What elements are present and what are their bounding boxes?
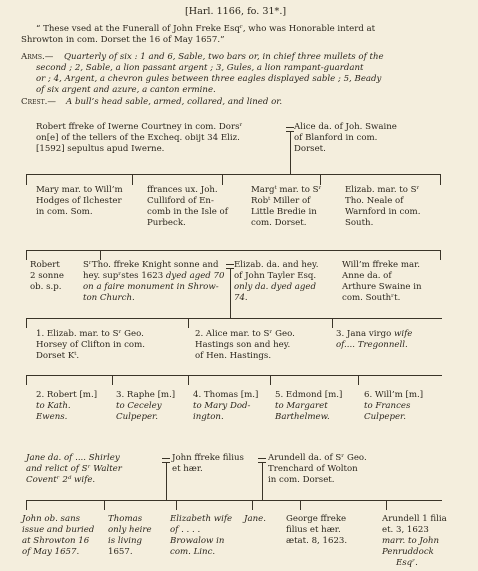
drop-line xyxy=(26,318,27,328)
gen5-robert: to Kath. xyxy=(36,401,71,411)
gen5-thomas: ington. xyxy=(193,412,224,422)
gen6-jane-shirley: Coventʳ 2ᵈ wife. xyxy=(26,475,96,485)
gen2-elizabeth: Tho. Neale of xyxy=(345,196,404,206)
gen2-mary: Hodges of Ilchester xyxy=(36,196,122,206)
drop-line xyxy=(104,500,105,510)
gen3-elizabeth-tayler: only da. dyed aged xyxy=(234,282,317,292)
gen2-mary: Mary mar. to Will’m xyxy=(36,185,123,195)
gen6-john-ffreke: John ffreke filius xyxy=(172,453,244,463)
drop-line xyxy=(440,174,441,185)
gen1-alice-line: Dorset. xyxy=(294,144,326,154)
gen2-elizabeth: Elizab. mar. to Sʳ xyxy=(345,185,420,195)
gen2-elizabeth: South. xyxy=(345,218,374,228)
descent-line xyxy=(290,132,291,174)
gen7-arundell: et. 3, 1623 xyxy=(382,525,429,535)
gen4-jana-italic: wife xyxy=(394,329,413,339)
sibling-line xyxy=(26,375,442,376)
gen7-george: ætat. 8, 1623. xyxy=(286,536,348,546)
drop-line xyxy=(252,500,253,510)
gen2-margaret: Margᵗ mar. to Sʳ xyxy=(251,185,322,195)
gen3-robert: Robert xyxy=(30,260,60,270)
gen4-jana-text: 3. Jana virgo xyxy=(336,329,395,339)
crest-label: Crest.— xyxy=(21,97,56,107)
gen4-alice: of Hen. Hastings. xyxy=(195,351,272,361)
gen3-william: Anne da. of xyxy=(342,271,392,281)
gen4-jana xyxy=(336,329,412,340)
drop-line xyxy=(300,500,301,510)
gen2-elizabeth: Warnford in com. xyxy=(345,207,421,217)
gen3-robert: ob. s.p. xyxy=(30,282,62,292)
gen6-arundell-trenchard: in com. Dorset. xyxy=(268,475,335,485)
drop-line xyxy=(222,174,223,185)
gen5-raphe: to Ceceley xyxy=(116,401,162,411)
gen4-alice: 2. Alice mar. to Sʳ Geo. xyxy=(195,329,295,339)
gen6-arundell-trenchard: Trenchard of Wolton xyxy=(268,464,358,474)
drop-line xyxy=(332,318,333,328)
drop-line xyxy=(320,174,321,185)
gen2-margaret: Robᵗ Miller of xyxy=(251,196,311,206)
gen3-thomas: on a faire monument in Shrow- xyxy=(83,282,219,292)
gen7-arundell: Esqʳ. xyxy=(396,558,418,568)
gen3-william: Will’m ffreke mar. xyxy=(342,260,421,270)
gen7-elizabeth: of . . . . xyxy=(170,525,201,535)
gen5-thomas: 4. Thomas [m.] xyxy=(193,390,259,400)
gen5-thomas: to Mary Dod- xyxy=(193,401,251,411)
descent-line xyxy=(230,268,231,318)
gen1-alice-line: Alice da. of Joh. Swaine xyxy=(294,122,397,132)
gen3-thomas: SʳTho. ffreke Knight sonne and xyxy=(83,260,219,270)
gen7-elizabeth: Browalow in xyxy=(170,536,225,546)
gen7-elizabeth: Elizabeth wife xyxy=(170,514,233,524)
gen2-ffrances: ffrances ux. Joh. xyxy=(147,185,218,195)
intro-line-2: Shrowton in com. Dorset the 16 of May 1657.” xyxy=(21,35,225,45)
gen6-jane-shirley: Jane da. of .... Shirley xyxy=(26,453,120,463)
drop-line xyxy=(358,375,359,385)
drop-line xyxy=(386,500,387,510)
arms-line-3: or ; 4, Argent, a chevron gules between three eagles displayed sable ; 5, Beady xyxy=(36,74,382,84)
gen7-john: of May 1657. xyxy=(22,547,80,557)
gen7-john: issue and buried xyxy=(22,525,95,535)
gen5-william: to Frances xyxy=(364,401,411,411)
gen3-elizabeth-tayler: Elizab. da. and hey. xyxy=(234,260,319,270)
arms-line-1: Quarterly of six : 1 and 6, Sable, two bars or, in chief three mullets of the xyxy=(64,52,384,62)
descent-line xyxy=(262,462,263,500)
gen2-margaret: Little Bredie in xyxy=(251,207,317,217)
descent-line xyxy=(166,462,167,500)
gen7-george: filius et hær. xyxy=(286,525,341,535)
sibling-line xyxy=(26,250,440,251)
gen4-elizabeth: Dorset Kᵗ. xyxy=(36,351,80,361)
gen5-william: Culpeper. xyxy=(364,412,406,422)
sibling-line xyxy=(26,500,268,501)
gen3-william: Arthure Swaine in xyxy=(342,282,422,292)
arms-label: Arms.— xyxy=(21,52,54,62)
drop-line xyxy=(26,375,27,385)
gen1-robert-line: on[e] of the tellers of the Excheq. obijt 34 Eliz. xyxy=(36,133,240,143)
gen7-elizabeth: com. Linc. xyxy=(170,547,216,557)
gen2-margaret: com. Dorset. xyxy=(251,218,307,228)
arms-line-2: second ; 2, Sable, a lion passant argent ; 3, Gules, a lion rampant-guardant xyxy=(36,63,364,73)
gen3-robert: 2 sonne xyxy=(30,271,64,281)
gen5-raphe: 3. Raphe [m.] xyxy=(116,390,176,400)
gen7-arundell: marr. to John xyxy=(382,536,440,546)
gen5-william: 6. Will’m [m.] xyxy=(364,390,424,400)
gen7-jane: Jane. xyxy=(244,514,266,524)
gen2-mary: in com. Som. xyxy=(36,207,93,217)
drop-line xyxy=(26,500,27,510)
crest-text: A bull’s head sable, armed, collared, and lined or. xyxy=(66,97,283,107)
gen5-edmond: to Margaret xyxy=(275,401,328,411)
gen3-elizabeth-tayler: of John Tayler Esq. xyxy=(234,271,317,281)
drop-line xyxy=(440,250,441,260)
drop-line xyxy=(100,250,101,260)
drop-line xyxy=(270,375,271,385)
gen3-thomas: ton Church. xyxy=(83,293,135,303)
gen2-ffrances: Culliford of En- xyxy=(147,196,214,206)
gen3-thomas xyxy=(83,271,224,282)
gen4-jana: of.... Tregonnell. xyxy=(336,340,408,350)
sibling-line xyxy=(26,174,440,175)
gen4-alice: Hastings son and hey. xyxy=(195,340,291,350)
gen6-jane-shirley: and relict of Sʳ Walter xyxy=(26,464,122,474)
drop-line xyxy=(112,375,113,385)
manuscript-reference: [Harl. 1166, fo. 31*.] xyxy=(185,6,287,17)
gen7-john: John ob. sans xyxy=(22,514,81,524)
drop-line xyxy=(176,500,177,510)
gen7-thomas: is living xyxy=(108,536,143,546)
gen7-john: at Shrowton 16 xyxy=(22,536,90,546)
gen5-robert: Ewens. xyxy=(36,412,68,422)
gen7-george: George ffreke xyxy=(286,514,347,524)
gen5-raphe: Culpeper. xyxy=(116,412,158,422)
gen1-robert-line: [1592] sepultus apud Iwerne. xyxy=(36,144,165,154)
drop-line xyxy=(188,318,189,328)
gen2-ffrances: Purbeck. xyxy=(147,218,186,228)
gen3-thomas-text: hey. supʳstes 1623 xyxy=(83,271,166,281)
gen1-robert-line: Robert ffreke of Iwerne Courtney in com. Dorsʳ xyxy=(36,122,243,132)
gen1-alice-line: of Blanford in com. xyxy=(294,133,378,143)
sibling-line xyxy=(26,318,442,319)
drop-line xyxy=(26,174,27,185)
gen5-edmond: Barthelmew. xyxy=(275,412,330,422)
gen6-arundell-trenchard: Arundell da. of Sʳ Geo. xyxy=(268,453,367,463)
drop-line xyxy=(188,375,189,385)
gen3-thomas-italic: dyed aged 70 xyxy=(165,271,225,281)
gen7-arundell: Arundell 1 filia xyxy=(382,514,447,524)
gen4-elizabeth: 1. Elizab. mar. to Sʳ Geo. xyxy=(36,329,144,339)
gen7-thomas: only heire xyxy=(108,525,152,535)
gen2-ffrances: comb in the Isle of xyxy=(147,207,228,217)
intro-line-1: “ These vsed at the Funerall of John Freke Esqʳ, who was Honorable interd at xyxy=(36,24,376,34)
gen4-elizabeth: Horsey of Clifton in com. xyxy=(36,340,145,350)
arms-line-4: of six argent and azure, a canton ermine. xyxy=(36,85,216,95)
gen6-john-ffreke: et hær. xyxy=(172,464,203,474)
gen3-elizabeth-tayler: 74. xyxy=(234,293,248,303)
drop-line xyxy=(132,174,133,185)
gen7-thomas: 1657. xyxy=(108,547,133,557)
gen7-arundell: Penruddock xyxy=(382,547,434,557)
gen3-william: com. Southʳt. xyxy=(342,293,401,303)
gen7-thomas: Thomas xyxy=(108,514,143,524)
sibling-line xyxy=(262,500,442,501)
drop-line xyxy=(26,250,27,260)
gen5-robert: 2. Robert [m.] xyxy=(36,390,98,400)
gen5-edmond: 5. Edmond [m.] xyxy=(275,390,343,400)
